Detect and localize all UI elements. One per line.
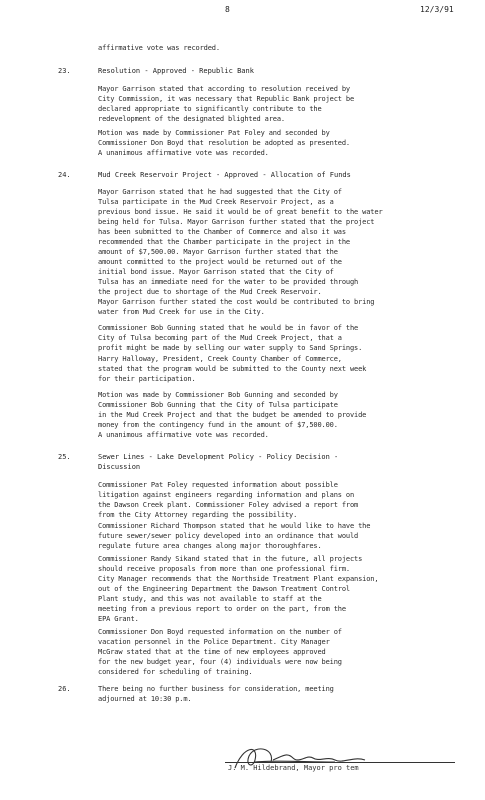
signature-line xyxy=(225,762,455,763)
paragraph: Motion was made by Commissioner Bob Gunning and seconded by Commissioner Bob Gunning that the City of Tulsa participate in the Mud Creek Project and that the budget be amended to provide money from the contingency fund in the amount of $7,500.00. A unanimous affirmative vote was recorded. xyxy=(98,391,367,439)
item-number: 24. xyxy=(58,171,71,179)
paragraph: Commissioner Bob Gunning stated that he would be in favor of the City of Tulsa becoming part of the Mud Creek Project, that a profit might be made by selling our water supply to Sand Springs. xyxy=(98,324,363,352)
paragraph: Commissioner Pat Foley requested information about possible litigation against engineers regarding information and plans on the Dawson Creek plant. Commissioner Foley advised a report from from the City Attorney regarding the possibility. xyxy=(98,481,359,519)
item-number: 26. xyxy=(58,685,71,693)
paragraph: Mayor Garrison stated that he had suggested that the City of Tulsa participate in the Mud Creek Reservoir Project, as a previous bond issue. He said it would be of great benefit to the water being held for Tulsa. Mayor Garrison further stated that the project has been submitted to the Chamber of Commerce and also it was recommended that the Chamber participate in the project in the amount of $7,500.00. Mayor Garrison further stated that the amount committed to the project would be returned out of the initial bond issue. Mayor Garrison stated that the City of Tulsa has an immediate need for the water to be provided through the project due to shortage of the Mud Creek Reservoir. Mayor Garrison further stated the cost would be contributed to bring water from Mud Creek for use in the City. xyxy=(98,188,383,316)
paragraph: Commissioner Randy Sikand stated that in the future, all projects should receive proposals from more than one professional firm. City Manager recommends that the Northside Treatment Plant expansion, out of the Engineering Department the Dawson Treatment Control Plant study, and this was not available to staff at the meeting from a previous report to order on the part, from the EPA Grant. xyxy=(98,555,379,623)
paragraph: Harry Halloway, President, Creek County Chamber of Commerce, stated that the program would be submitted to the County next week for their participation. xyxy=(98,355,367,383)
signature-name: J. M. Hildebrand, Mayor pro tem xyxy=(228,764,359,772)
paragraph: Motion was made by Commissioner Pat Foley and seconded by Commissioner Don Boyd that resolution be adopted as presented. A unanimous affirmative vote was recorded. xyxy=(98,129,350,157)
item-heading: Mud Creek Reservoir Project - Approved - Allocation of Funds xyxy=(98,171,351,179)
paragraph: Mayor Garrison stated that according to resolution received by City Commission, it was necessary that Republic Bank project be declared appropriate to significantly contribute to the redevelopment of the designated blighted area. xyxy=(98,85,355,123)
signature-mark xyxy=(215,738,460,778)
paragraph: There being no further business for consideration, meeting adjourned at 10:30 p.m. xyxy=(98,685,334,703)
item-number: 25. xyxy=(58,453,71,461)
item-number: 23. xyxy=(58,67,71,75)
paragraph: affirmative vote was recorded. xyxy=(98,44,220,52)
item-heading: Resolution - Approved - Republic Bank xyxy=(98,67,254,75)
page-date: 12/3/91 xyxy=(420,5,454,14)
page-number: 8 xyxy=(225,5,230,14)
item-heading: Sewer Lines - Lake Development Policy - Policy Decision - Discussion xyxy=(98,453,339,471)
paragraph: Commissioner Don Boyd requested information on the number of vacation personnel in the Police Department. City Manager McGraw stated that at the time of new employees approved for the new budget year, four (4) individuals were now being considered for scheduling of training. xyxy=(98,628,342,676)
paragraph: Commissioner Richard Thompson stated that he would like to have the future sewer/sewer policy developed into an ordinance that would regulate future area changes along major thoroughfares. xyxy=(98,522,371,550)
